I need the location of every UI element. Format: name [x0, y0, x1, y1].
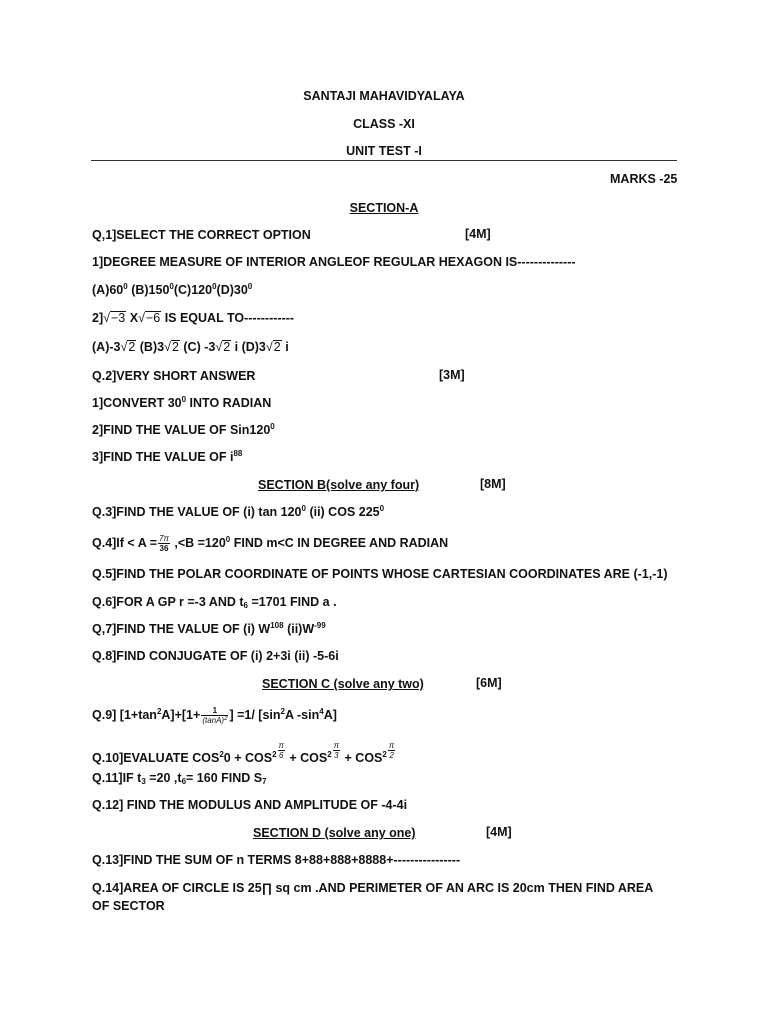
fraction: $\frac{1}{(\tan A)^2}$	[202, 706, 228, 725]
radical-sign-icon: √	[138, 311, 145, 325]
question-13: Q.13]FIND THE SUM OF n TERMS 8+88+888+8888+----------------	[92, 853, 461, 867]
question-2-1: 1]CONVERT $30^0$ INTO RADIAN	[92, 395, 272, 410]
question-11: Q.11]IF $t_3 =20$ $,t_6= 160$ FIND $S_7$	[92, 771, 267, 786]
school-name: SANTAJI MAHAVIDYALAYA	[303, 89, 465, 103]
section-b-marks: [8M]	[480, 477, 506, 491]
question-1	[92, 227, 311, 243]
fraction: $\frac{\pi}{6}$	[278, 741, 284, 760]
section-d-marks: [4M]	[486, 825, 512, 839]
section-c-title: SECTION C (solve any two)	[262, 677, 424, 691]
section-d-title: SECTION D (solve any one)	[253, 826, 416, 840]
question-2-3: 3]FIND THE VALUE OF $i^{88}$	[92, 449, 243, 464]
question-4: Q.4]If < A = $\frac{7\pi}{36}$ $,<B =120^0$ FIND m<C IN DEGREE AND RADIAN	[92, 534, 449, 553]
question-2: Q.2]VERY SHORT ANSWER	[92, 369, 256, 383]
question-8: Q.8]FIND CONJUGATE OF (i) 2+3i (ii) -5-6i	[92, 649, 339, 663]
question-12: Q.12] FIND THE MODULUS AND AMPLITUDE OF -4-4i	[92, 798, 408, 812]
class-label: CLASS -XI	[353, 117, 415, 131]
question-3: Q.3]FIND THE VALUE OF (i) $\tan 120^0$ (ii) COS $225^0$	[92, 504, 385, 519]
question-2-marks: [3M]	[439, 368, 465, 382]
question-7: Q,7]FIND THE VALUE OF (i) $W^{108}$ $(ii)W^{-99}$	[92, 621, 326, 636]
question-1-2-options: (A)-3√2 (B)3√2 (C) -3√2 i (D)3√2 i	[92, 340, 289, 354]
radical-sign-icon: √	[103, 311, 110, 325]
question-14: Q.14]AREA OF CIRCLE IS 25∏ sq cm .AND PERIMETER OF AN ARC IS 20cm THEN FIND AREA OF SECTOR	[92, 881, 653, 913]
question-9: Q.9] $[1+\tan^2A]+[1+$ $\frac{1}{(\tan A)^2}$ ] =1/ [$\sin^2A$ $-\sin^4A$]	[92, 706, 337, 725]
fraction: $\frac{7\pi}{36}$	[159, 534, 169, 553]
question-1-text: Q,1]SELECT THE CORRECT OPTION	[92, 228, 311, 242]
section-c-marks: [6M]	[476, 676, 502, 690]
question-5: Q.5]FIND THE POLAR COORDINATE OF POINTS WHOSE CARTESIAN COORDINATES ARE (-1,-1)	[92, 567, 668, 581]
total-marks: MARKS -25	[610, 172, 678, 186]
fraction: $\frac{\pi}{3}$	[333, 741, 340, 760]
question-2-2: 2]FIND THE VALUE OF $Sin120^0$	[92, 422, 275, 437]
section-a-title: SECTION-A	[349, 201, 419, 215]
question-10: Q.10]EVALUATE $COS^20 + COS^2$ $\frac{\pi}{6}$ + $COS^2$ $\frac{\pi}{3}$ + $COS^2$ $\frac{\pi}{2}$	[92, 741, 395, 765]
section-b-title: SECTION B(solve any four)	[258, 478, 420, 492]
question-1-1-options: $(A)60^0$ $(B)150^0(C)120^0(D)30^0$	[92, 282, 253, 297]
question-1-2: 2]√−3 X√−6 IS EQUAL TO------------	[92, 311, 295, 325]
fraction: $\frac{\pi}{2}$	[388, 741, 395, 760]
question-1-1: 1]DEGREE MEASURE OF INTERIOR ANGLEOF REGULAR HEXAGON IS--------------	[92, 255, 576, 269]
question-6: Q.6]FOR A GP r =-3 AND $t_6 =1701$ FIND a .	[92, 595, 337, 610]
question-1-marks: [4M]	[465, 227, 491, 241]
test-title: UNIT TEST -I	[346, 144, 422, 158]
header-divider	[91, 160, 677, 161]
